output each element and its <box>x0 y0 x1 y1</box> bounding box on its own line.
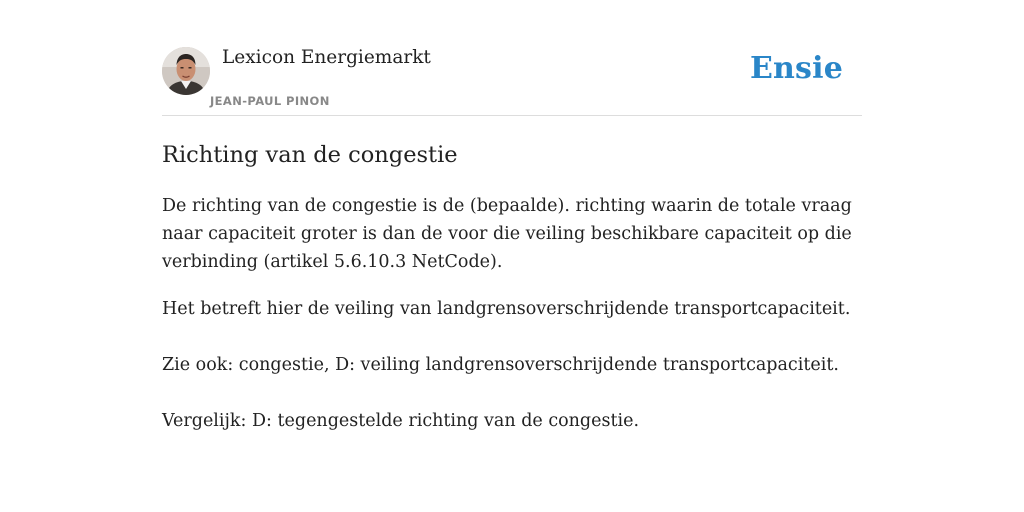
entry-card <box>162 0 862 431</box>
site-title[interactable]: Lexicon Energiemarkt <box>222 47 431 68</box>
brand-logo[interactable]: Ensie <box>749 51 843 86</box>
entry-title: Richting van de congestie <box>162 142 458 168</box>
definition-paragraph: De richting van de congestie is de (bepaalde). richting waarin de totale vraag naar capaciteit groter is dan de voor die veiling beschikbare capaciteit op die verbinding (artikel 5.6.10.3 NetCode). <box>162 196 852 272</box>
compare-paragraph: Vergelijk: D: tegengestelde richting van de congestie. <box>162 411 640 431</box>
entry-header <box>162 0 862 116</box>
author-name[interactable]: JEAN-PAUL PINON <box>210 94 330 108</box>
see-also-paragraph: Zie ook: congestie, D: veiling landgrensoverschrijdende transportcapaciteit. <box>162 355 839 375</box>
context-paragraph: Het betreft hier de veiling van landgrensoverschrijdende transportcapaciteit. <box>162 299 851 319</box>
author-avatar[interactable] <box>162 47 210 95</box>
author-portrait-icon <box>162 47 210 95</box>
